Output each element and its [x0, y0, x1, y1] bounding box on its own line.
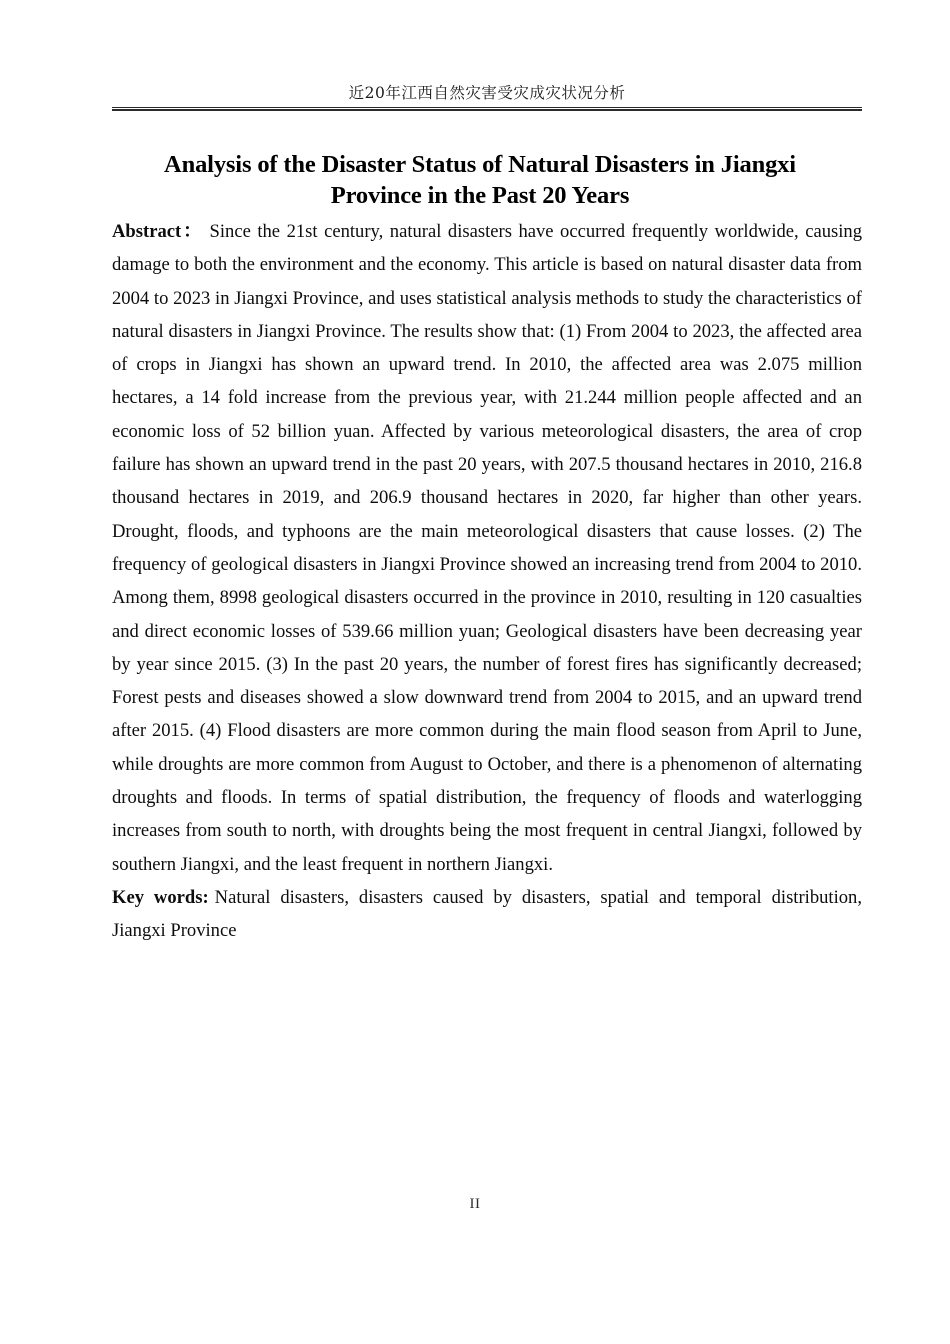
abstract-colon: ： — [181, 221, 204, 242]
abstract-section — [112, 215, 862, 948]
running-header — [112, 82, 862, 111]
keywords-paragraph — [112, 881, 862, 948]
header-divider-rule — [112, 107, 862, 111]
page-number: II — [469, 1196, 481, 1212]
running-header-text: 近20年江西自然灾害受灾成灾状况分析 — [348, 84, 626, 102]
keywords-text: Natural disasters, disasters caused by disasters, spatial and temporal distribution, Jiangxi Province — [112, 886, 862, 942]
keywords-label: Key words: — [112, 886, 209, 908]
page-title: Analysis of the Disaster Status of Natural Disasters in Jiangxi Province in the Past 20 Years — [164, 151, 796, 210]
abstract-text: Since the 21st century, natural disasters have occurred frequently worldwide, causing damage to both the environment and the economy. This article is based on natural disaster data from 2004 to 2023 in Jiangxi Province, and uses statistical analysis methods to study the characteristics of natural disasters in Jiangxi Province. The results show that: (1) From 2004 to 2023, the affected area of crops in Jiangxi has shown an upward trend. In 2010, the affected area was 2.075 million hectares, a 14 fold increase from the previous year, with 21.244 million people affected and an economic loss of 52 billion yuan. Affected by various meteorological disasters, the area of crop failure has shown an upward trend in the past 20 years, with 207.5 thousand hectares in 2010, 216.8 thousand hectares in 2019, and 206.9 thousand hectares in 2020, far higher than other years. Drought, floods, and typhoons are the main meteorological disasters that cause losses. (2) The frequency of geological disasters in Jiangxi Province showed an increasing trend from 2004 to 2010. Among them, 8998 geological disasters occurred in the province in 2010, resulting in 120 casualties and direct economic losses of 539.66 million yuan; Geological disasters have been decreasing year by year since 2015. (3) In the past 20 years, the number of forest fires has significantly decreased; Forest pests and diseases showed a slow downward trend from 2004 to 2015, and an upward trend after 2015. (4) Flood disasters are more common during the main flood season from April to June, while droughts are more common from August to October, and there is a phenomenon of alternating droughts and floods. In terms of spatial distribution, the frequency of floods and waterlogging increases from south to north, with droughts being the most frequent in central Jiangxi, followed by southern Jiangxi, and the least frequent in northern Jiangxi. — [112, 221, 862, 875]
abstract-label: Abstract — [112, 221, 182, 242]
abstract-paragraph — [112, 215, 862, 881]
